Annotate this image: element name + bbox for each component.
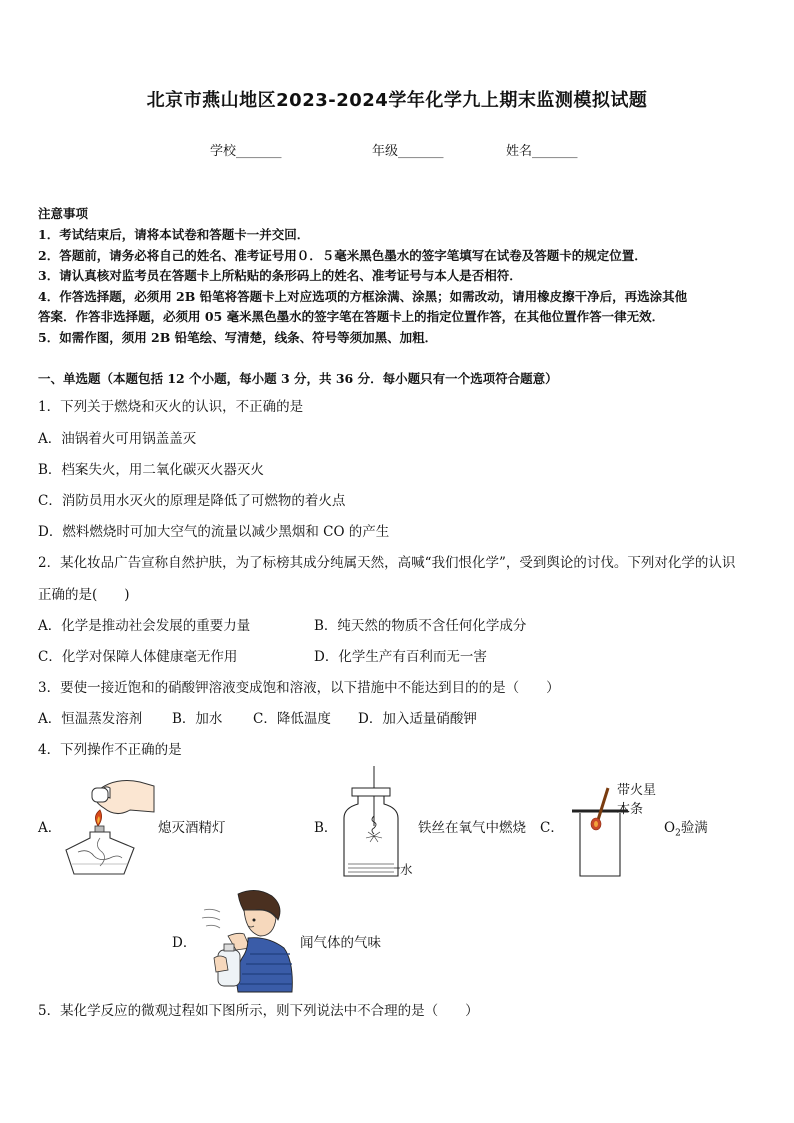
question-1-stem: 1．下列关于燃烧和灭火的认识，不正确的是 [38, 399, 304, 415]
notice-item: 2．答题前，请务必将自己的姓名、准考证号用０．５毫米黑色墨水的签字笔填写在试卷及答题卡的规定位置． [38, 248, 647, 263]
school-field[interactable]: 学校_______ [210, 144, 282, 159]
name-field[interactable]: 姓名_______ [506, 144, 578, 159]
question-3-option-a[interactable]: A．恒温蒸发溶剂 [38, 711, 143, 727]
question-1-option-d[interactable]: D．燃料燃烧时可加大空气的流量以减少黑烟和 CO 的产生 [38, 524, 390, 540]
question-2-stem-line1: 2．某化妆品广告宣称自然护肤，为了标榜其成分纯属天然，高喊“我们恨化学”，受到舆论的讨伐。下列对化学的认识 [38, 555, 736, 571]
notice-item: 4．作答选择题，必须用 2B 铅笔将答题卡上对应选项的方框涂满、涂黑；如需改动，请用橡皮擦干净后，再选涂其他 [38, 289, 688, 304]
glowing-splint-label-line2: 木条 [617, 802, 644, 817]
question-4-stem: 4．下列操作不正确的是 [38, 742, 182, 758]
page-title: 北京市燕山地区2023-2024学年化学九上期末监测模拟试题 [146, 90, 648, 111]
section-heading: 一、单选题（本题包括 12 个小题，每小题 3 分，共 36 分．每小题只有一个选项符合题意） [38, 371, 558, 386]
question-4-option-c-caption: $O_2$验满 [664, 820, 708, 839]
question-4-option-d-caption: 闻气体的气味 [300, 935, 381, 951]
question-4-option-a[interactable]: A． [38, 820, 62, 836]
oxygen-jar-illustration [570, 786, 630, 878]
question-2-option-b[interactable]: B．纯天然的物质不含任何化学成分 [314, 618, 527, 634]
notice-item: 1．考试结束后，请将本试卷和答题卡一并交回． [38, 227, 310, 242]
question-5-stem: 5．某化学反应的微观过程如下图所示，则下列说法中不合理的是（ ） [38, 1003, 479, 1019]
question-4-option-a-caption: 熄灭酒精灯 [158, 820, 226, 836]
question-2-option-c[interactable]: C．化学对保障人体健康毫无作用 [38, 649, 238, 665]
question-4-option-b-caption: 铁丝在氧气中燃烧 [418, 820, 526, 836]
question-4-option-d[interactable]: D． [172, 935, 197, 951]
question-2-option-a[interactable]: A．化学是推动社会发展的重要力量 [38, 618, 251, 634]
question-3-option-c[interactable]: C．降低温度 [253, 711, 331, 727]
question-4-option-b[interactable]: B． [314, 820, 338, 836]
question-1-option-c[interactable]: C．消防员用水灭火的原理是降低了可燃物的着火点 [38, 493, 346, 509]
notice-item: 答案．作答非选择题，必须用 05 毫米黑色墨水的签字笔在答题卡上的指定位置作答，在其他位置作答一律无效． [38, 309, 665, 324]
notice-heading: 注意事项 [38, 206, 89, 221]
question-4-option-c[interactable]: C． [540, 820, 564, 836]
question-3-option-b[interactable]: B．加水 [172, 711, 223, 727]
question-3-stem: 3．要使一接近饱和的硝酸钾溶液变成饱和溶液，以下措施中不能达到目的的是（ ） [38, 680, 560, 696]
question-3-option-d[interactable]: D．加入适量硝酸钾 [358, 711, 477, 727]
alcohol-lamp-illustration [64, 772, 156, 876]
grade-field[interactable]: 年级_______ [372, 144, 444, 159]
notice-item: 3．请认真核对监考员在答题卡上所粘贴的条形码上的姓名、准考证号与本人是否相符． [38, 268, 522, 283]
notice-item: 5．如需作图，须用 2B 铅笔绘、写清楚，线条、符号等须加黑、加粗． [38, 330, 438, 345]
question-1-option-a[interactable]: A．油锅着火可用锅盖盖灭 [38, 431, 197, 447]
question-2-option-d[interactable]: D．化学生产有百利而无一害 [314, 649, 487, 665]
water-label: 水 [400, 862, 413, 877]
iron-wire-flask-illustration [340, 766, 402, 878]
question-2-stem-line2: 正确的是( ) [38, 587, 130, 603]
question-1-option-b[interactable]: B．档案失火，用二氧化碳灭火器灭火 [38, 462, 264, 478]
smelling-gas-illustration [198, 888, 298, 992]
glowing-splint-label-line1: 带火星 [617, 783, 657, 798]
